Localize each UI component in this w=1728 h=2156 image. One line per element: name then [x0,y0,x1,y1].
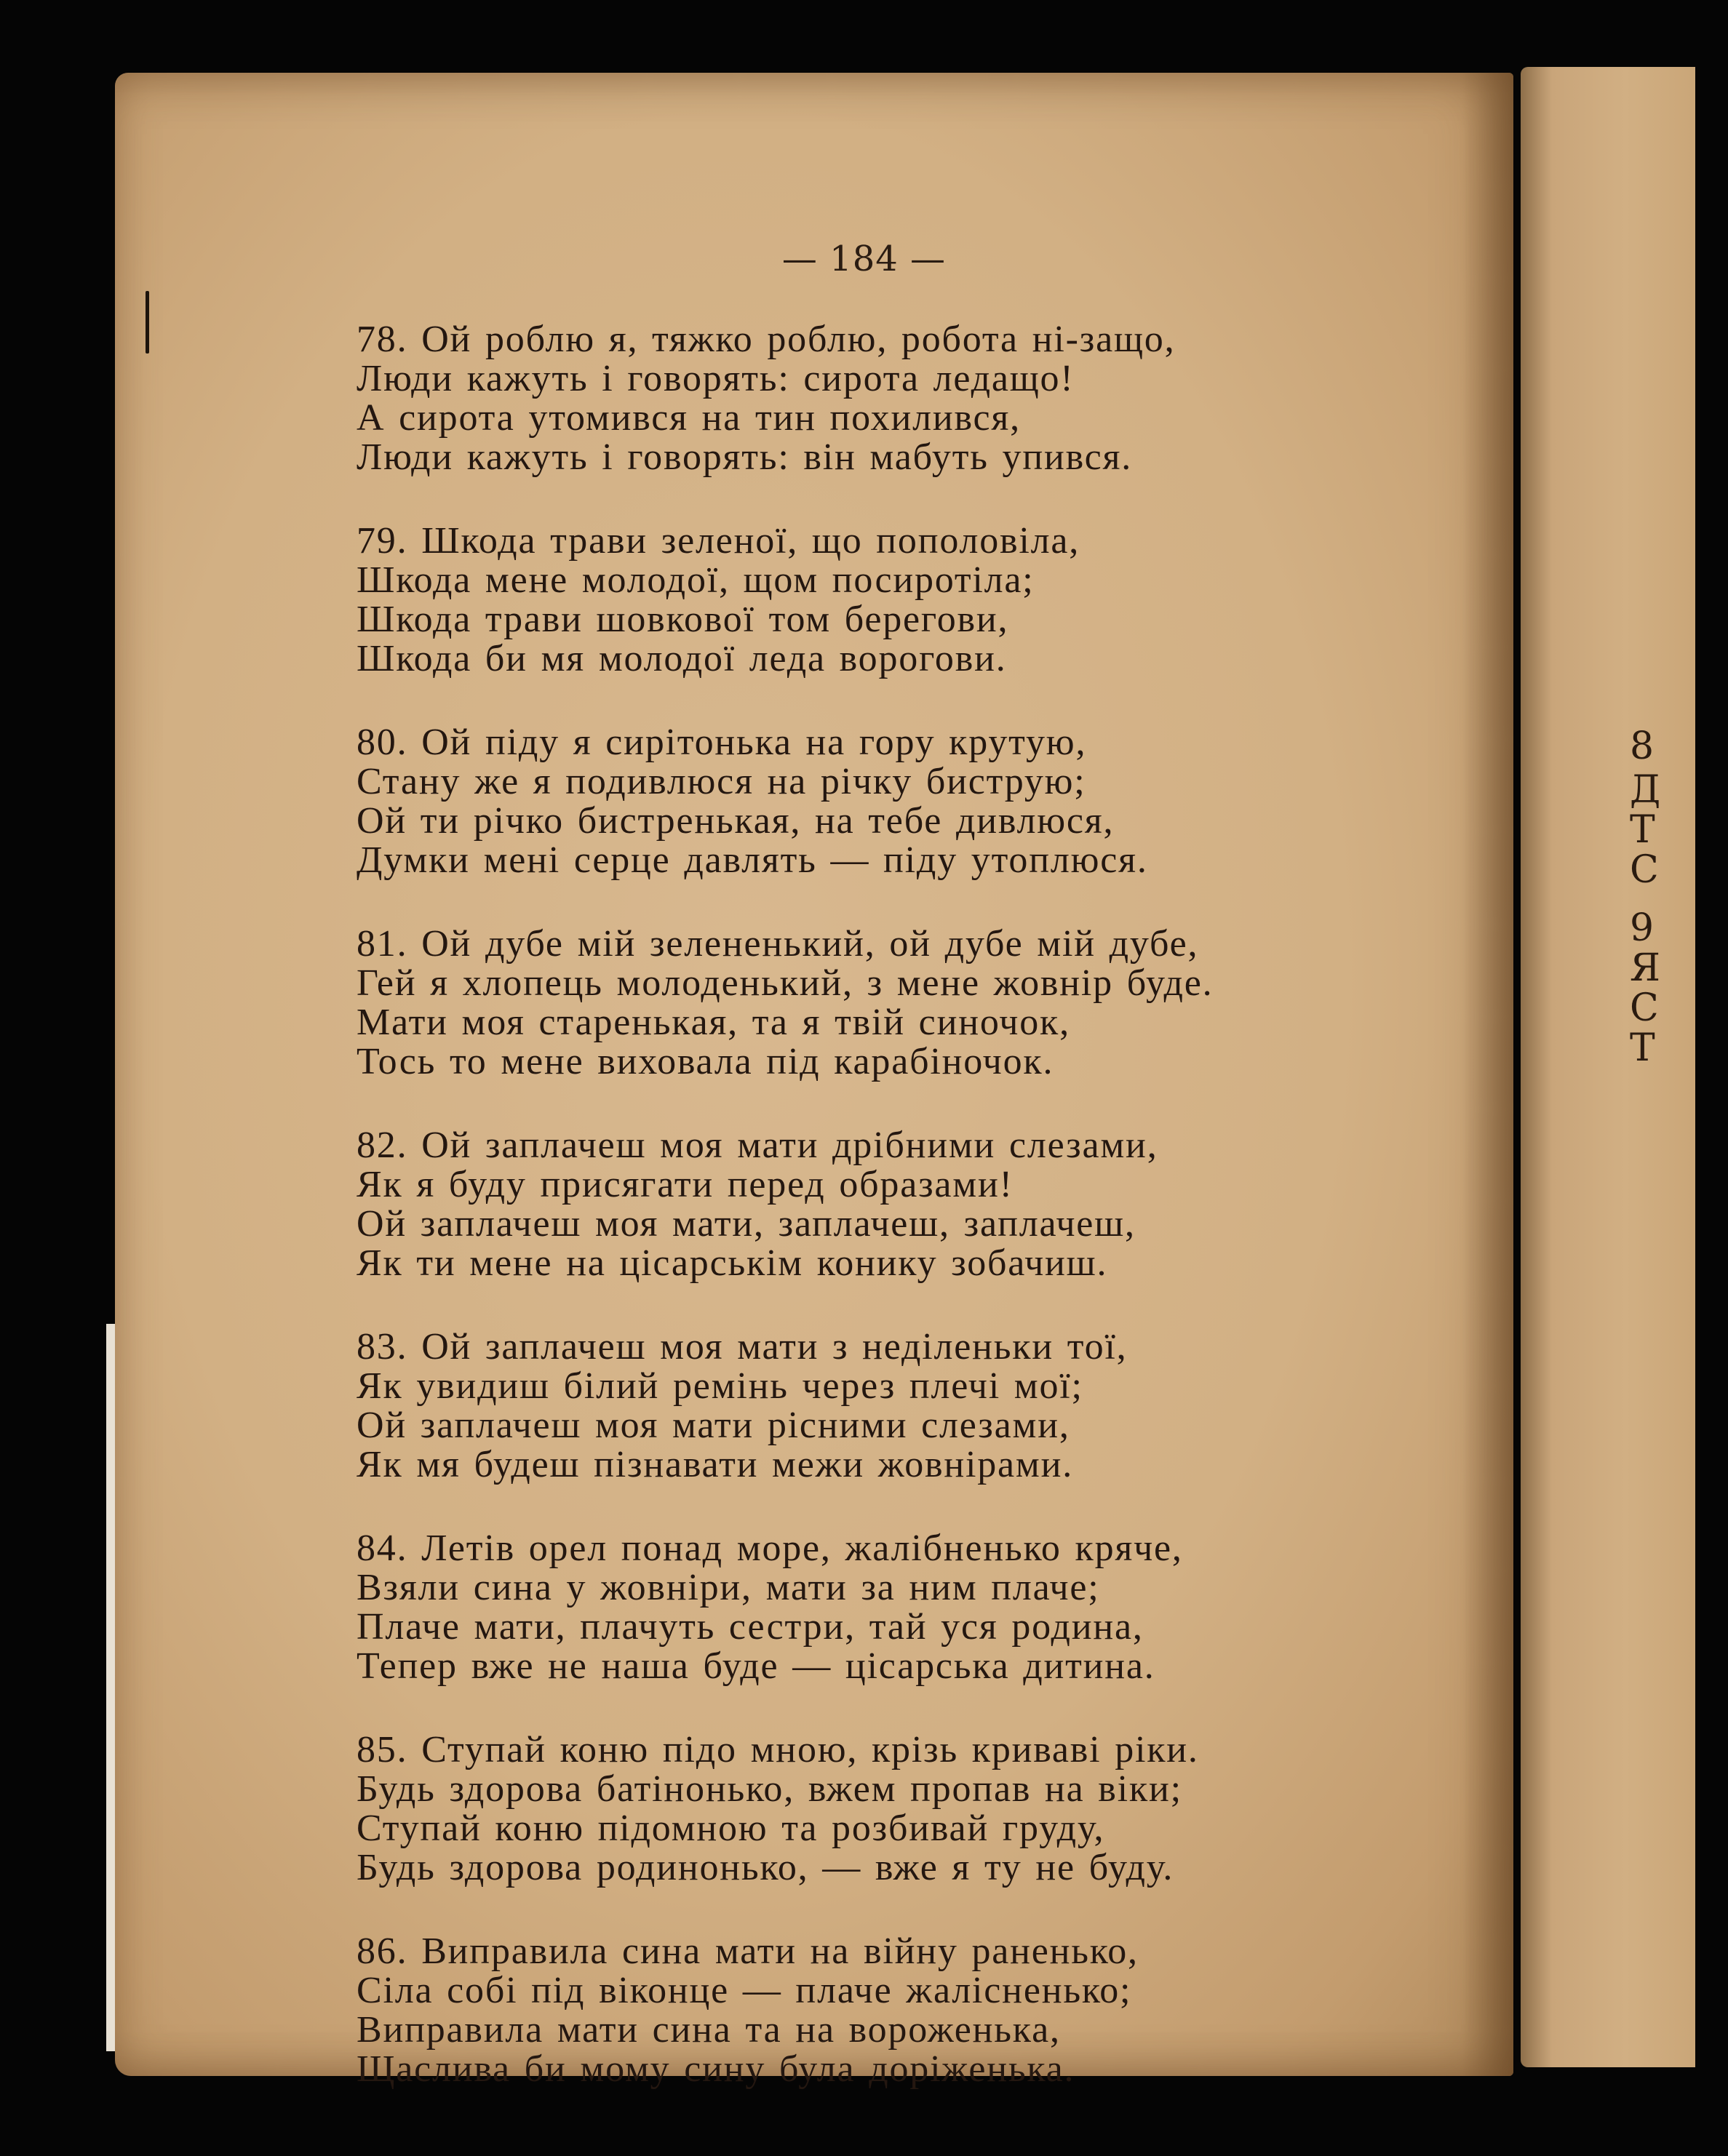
verse-line: 78. Ой роблю я, тяжко роблю, робота ні-защо, [357,319,1176,360]
verse-line: Як мя будеш пізнавати межи жовнірами. [357,1444,1074,1485]
verse-line: Як я буду присягати перед образами! [357,1164,1014,1205]
stanza [357,723,1412,880]
stanza [357,1126,1412,1283]
next-page-glyph: Д [1630,768,1661,812]
stanza [357,1932,1412,2089]
verse-line: 84. Летів орел понад море, жалібненько кряче, [357,1528,1183,1569]
verse-line: 83. Ой заплачеш моя мати з неділеньки тої, [357,1326,1128,1368]
verse-line: 85. Ступай коню підо мною, крізь криваві ріки. [357,1729,1199,1770]
next-page-glyph: 9 [1630,906,1655,950]
verse-line: 86. Виправила сина мати на війну раненько, [357,1931,1139,1972]
verse-line: А сирота утомився на тин похилився, [357,397,1021,439]
verse-line: Мати моя старенькая, та я твій синочок, [357,1002,1070,1043]
verse-line: 81. Ой дубе мій зелененький, ой дубе мій дубе, [357,923,1199,965]
verse-line: Як увидиш білий ремінь через плечі мої; [357,1365,1083,1407]
next-page-glyph: С [1630,848,1659,892]
verse-line: 80. Ой піду я сирітонька на гору крутую, [357,722,1087,763]
stanza [357,925,1412,1082]
verse-line: Гей я хлопець молоденький, з мене жовнір буде. [357,962,1214,1004]
verse-line: 82. Ой заплачеш моя мати дрібними слезами, [357,1125,1158,1166]
verse-line: Думки мені серце давлять — піду утоплюся. [357,839,1148,881]
next-page-glyph: 8 [1630,724,1655,768]
verse-line: Стану же я подивлюся на річку биструю; [357,761,1086,802]
page-edge-strip [106,1324,115,2051]
verse-line: Ой ти річко бистренькая, на тебе дивлюся, [357,800,1115,842]
stanza [357,522,1412,679]
verse-line: 79. Шкода трави зеленої, що пополовіла, [357,520,1080,562]
stanza [357,1730,1412,1888]
verse-line: Сіла собі під віконце — плаче жалісненько; [357,1970,1132,2011]
verse-line: Взяли сина у жовніри, мати за ним плаче; [357,1567,1100,1608]
next-page-glyphs [1630,0,1661,2156]
verse-line: Щаслива би мому сину була доріженька. [357,2048,1075,2090]
page-gutter-shadow [1462,73,1513,2076]
verse-line: Шкода трави шовкової том берегови, [357,599,1009,640]
page-number: — 184 — [781,239,947,279]
next-page-glyph: С [1630,986,1659,1030]
verse-line: Шкода мене молодої, щом посиротіла; [357,559,1035,601]
verse-list [357,320,1412,2133]
verse-line: Виправила мати сина та на вороженька, [357,2009,1061,2051]
verse-line: Люди кажуть і говорять: сирота ледащо! [357,358,1075,399]
verse-line: Будь здорова батінонько, вжем пропав на віки; [357,1768,1182,1810]
verse-line: Будь здорова родинонько, — вже я ту не буду. [357,1847,1174,1888]
next-page-glyph: Т [1630,1026,1655,1070]
verse-line: Шкода би мя молодої леда ворогови. [357,638,1007,679]
verse-line: Як ти мене на цісарськім конику зобачиш. [357,1242,1108,1284]
verse-line: Ой заплачеш моя мати рісними слезами, [357,1405,1070,1446]
stanza [357,320,1412,477]
verse-line: Тепер вже не наша буде — цісарська дитина. [357,1645,1155,1687]
verse-line: Ой заплачеш моя мати, заплачеш, заплачеш, [357,1203,1136,1245]
verse-line: Люди кажуть і говорять: він мабуть упився. [357,436,1133,478]
verse-line: Тось то мене виховала під карабіночок. [357,1041,1054,1082]
next-page-glyph: Я [1630,946,1660,990]
stanza [357,1327,1412,1485]
ink-mark [146,291,149,354]
verse-line: Ступай коню підомною та розбивай груду, [357,1808,1105,1849]
next-page-edge [1521,67,1695,2067]
stanza [357,1529,1412,1686]
verse-line: Плаче мати, плачуть сестри, тай уся родина, [357,1606,1144,1648]
next-page-glyph: Т [1630,808,1655,852]
